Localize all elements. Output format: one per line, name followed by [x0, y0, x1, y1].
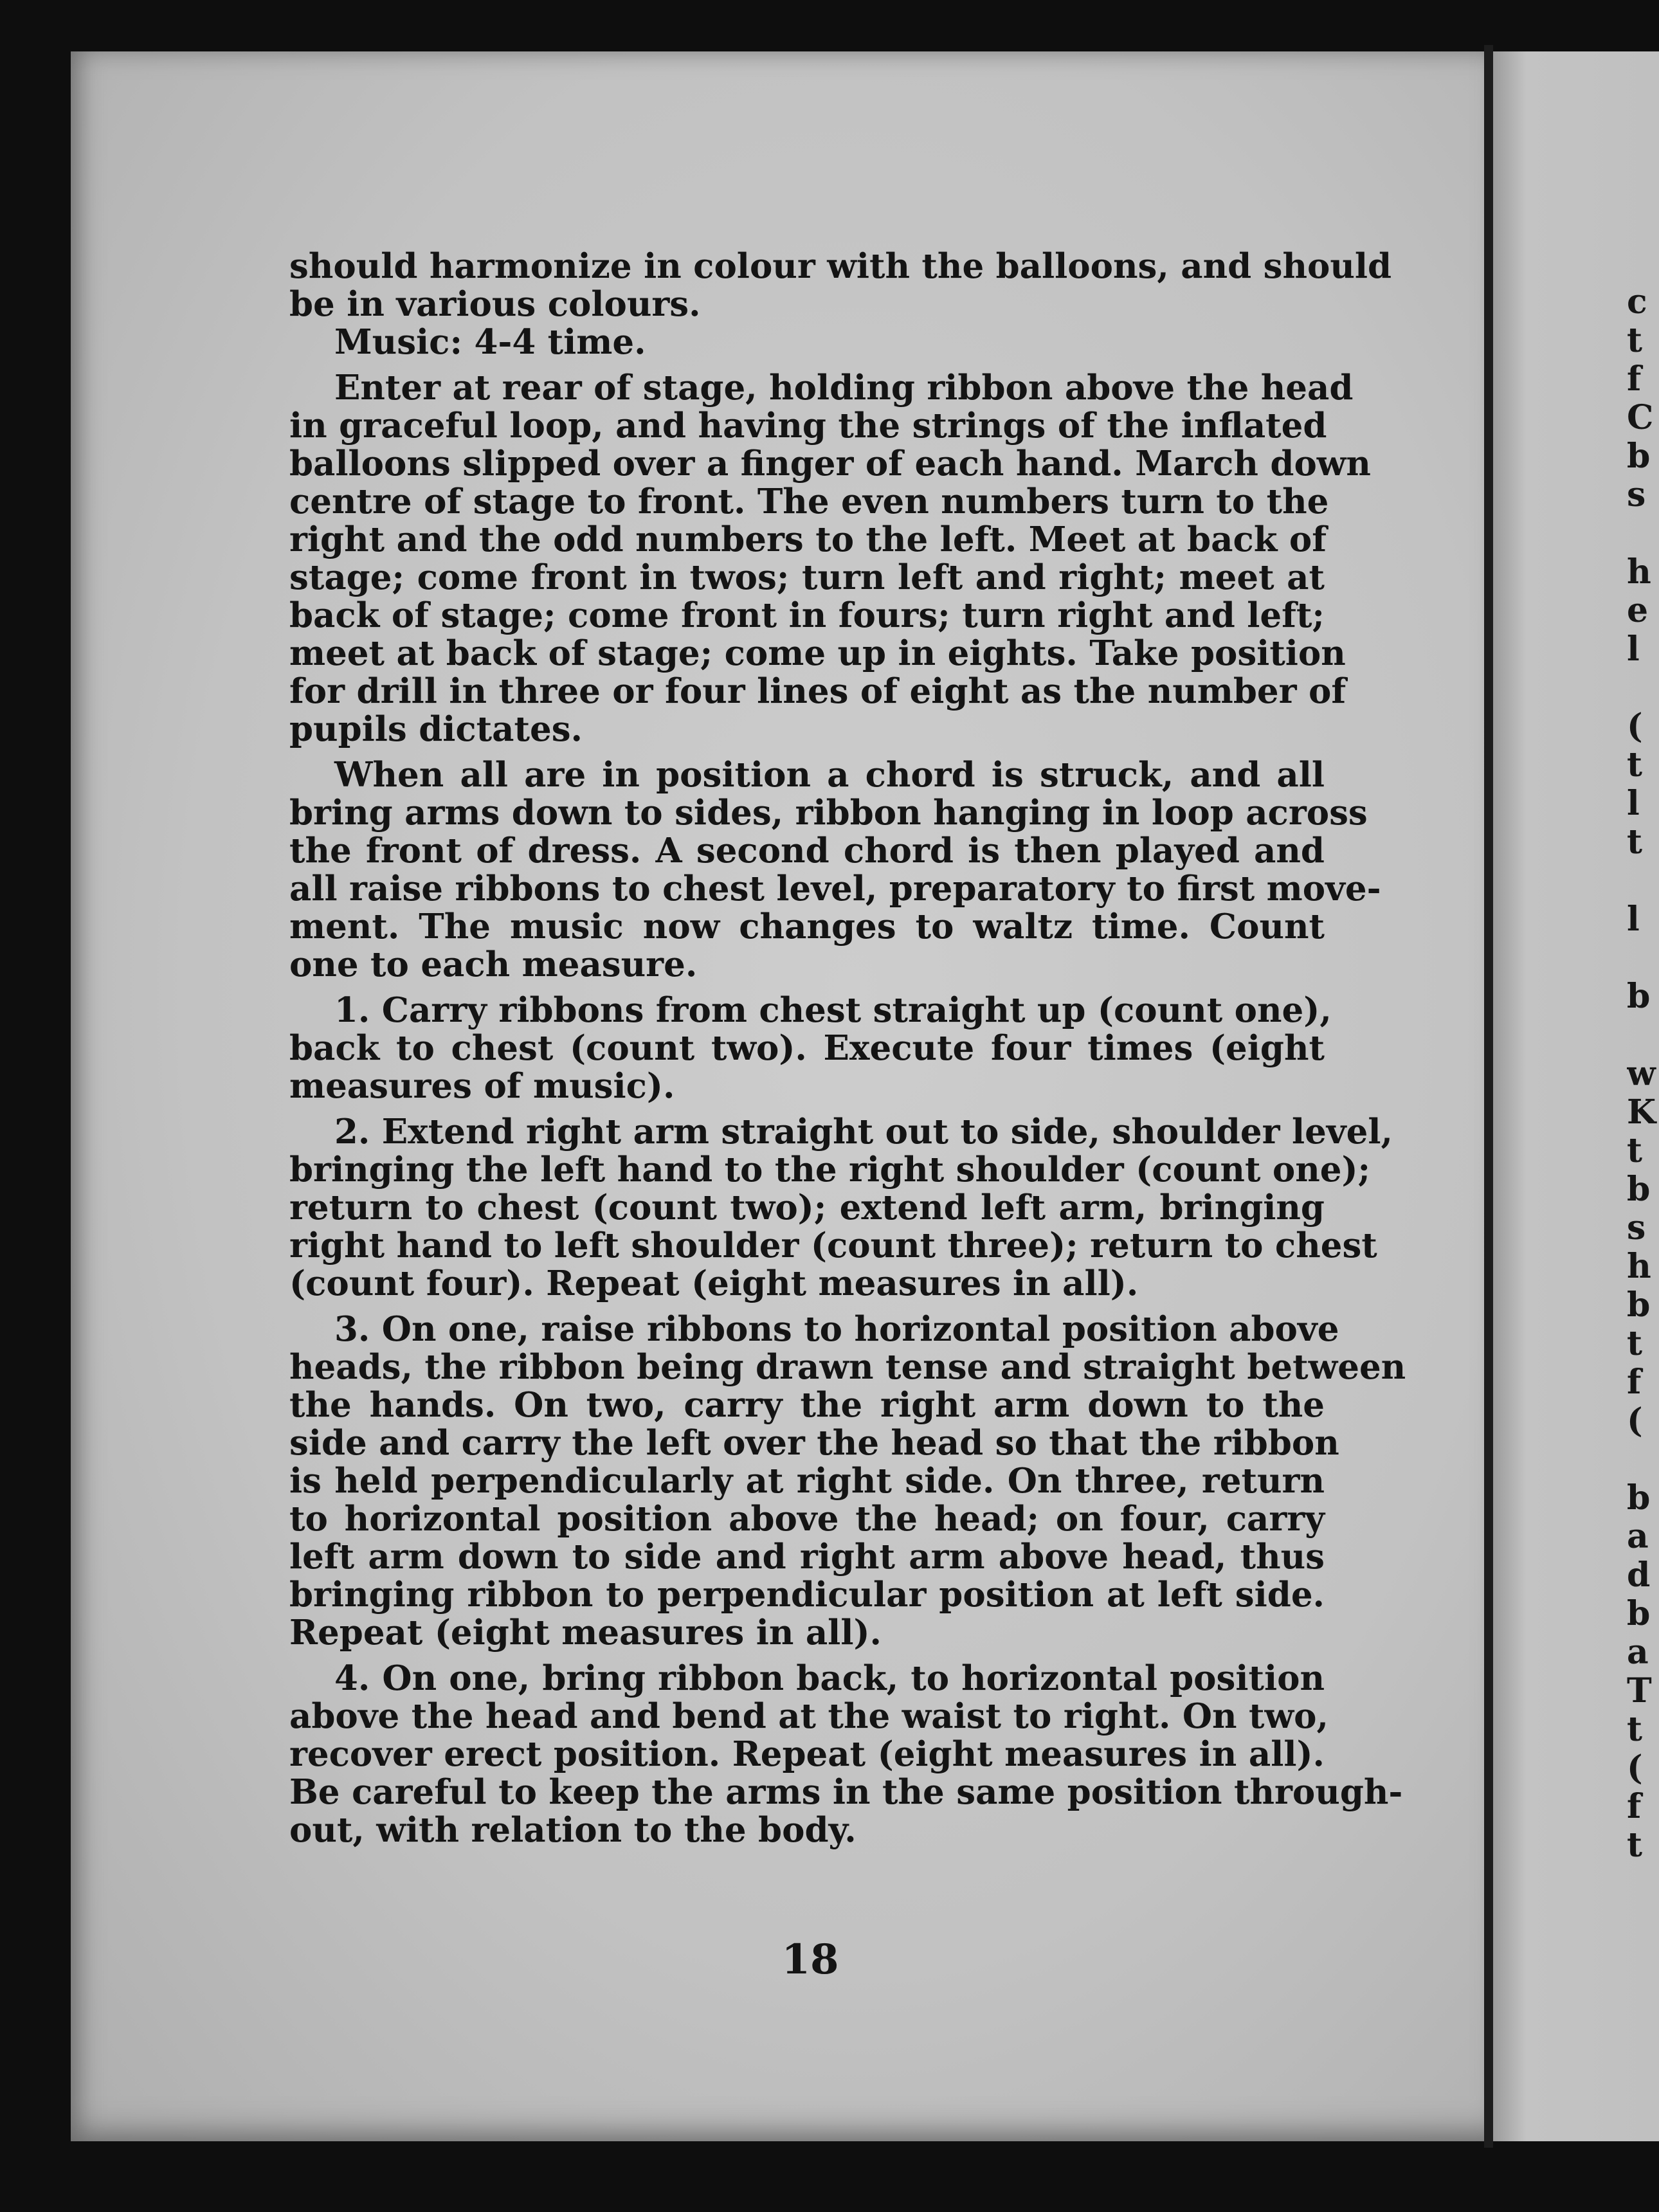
text-line: all raise ribbons to chest level, preparatory to first move-	[289, 869, 1381, 909]
text-line: right and the odd numbers to the left. Meet at back of	[289, 520, 1327, 559]
paragraph	[289, 1112, 1393, 1303]
text-line: back of stage; come front in fours; turn right and left;	[289, 595, 1325, 635]
text-line: When all are in position a chord is struck, and all	[334, 755, 1325, 795]
facing-line-fragment: t	[1627, 1325, 1643, 1363]
book-gutter	[1484, 45, 1493, 2148]
text-line: back to chest (count two). Execute four times (eight	[289, 1028, 1325, 1068]
facing-line-fragment: t	[1627, 1710, 1643, 1749]
paragraph	[289, 1658, 1403, 1850]
text-line: stage; come front in twos; turn left and right; meet at	[289, 558, 1325, 597]
facing-line-fragment: (	[1627, 707, 1643, 746]
facing-line-fragment: e	[1627, 592, 1649, 630]
text-line: (count four). Repeat (eight measures in all).	[289, 1264, 1139, 1303]
facing-line-fragment: b	[1627, 1286, 1651, 1325]
text-line: bringing ribbon to perpendicular position at left side.	[289, 1575, 1325, 1615]
text-line: in graceful loop, and having the strings of the inflated	[289, 406, 1327, 446]
facing-line-fragment: t	[1627, 746, 1643, 784]
page-number: 18	[781, 1936, 839, 1984]
facing-line-fragment	[1627, 669, 1659, 707]
facing-line-fragment: t	[1627, 823, 1643, 862]
facing-line-fragment: s	[1627, 476, 1646, 514]
text-line: above the head and bend at the waist to right. On two,	[289, 1696, 1328, 1736]
facing-line-fragment	[1627, 1440, 1659, 1479]
facing-line-fragment: t	[1627, 322, 1643, 360]
facing-line-fragment: l	[1627, 784, 1640, 823]
paragraph	[289, 990, 1332, 1106]
paragraph	[289, 246, 1392, 324]
text-line: recover erect position. Repeat (eight measures in all).	[289, 1734, 1325, 1774]
facing-line-fragment: t	[1627, 1132, 1643, 1170]
paragraph	[289, 1309, 1406, 1653]
facing-line-fragment: b	[1627, 437, 1651, 476]
text-line: Be careful to keep the arms in the same position through-	[289, 1772, 1403, 1812]
facing-line-fragment: t	[1627, 1826, 1643, 1865]
facing-line-fragment: f	[1627, 1363, 1642, 1402]
text-line: Repeat (eight measures in all).	[289, 1613, 882, 1653]
text-line: ment. The music now changes to waltz time. Count	[289, 907, 1325, 947]
facing-line-fragment: l	[1627, 900, 1640, 939]
text-line: centre of stage to front. The even numbers turn to the	[289, 482, 1329, 521]
text-line: out, with relation to the body.	[289, 1810, 857, 1850]
text-line: should harmonize in colour with the balloons, and should	[289, 246, 1392, 286]
text-line: bringing the left hand to the right shoulder (count one);	[289, 1150, 1371, 1190]
facing-line-fragment: h	[1627, 553, 1651, 592]
text-line: to horizontal position above the head; on four, carry	[289, 1499, 1325, 1539]
text-line: the hands. On two, carry the right arm down to the	[289, 1385, 1325, 1425]
text-line: for drill in three or four lines of eight as the number of	[289, 671, 1346, 711]
facing-line-fragment: K	[1627, 1093, 1656, 1132]
text-line: side and carry the left over the head so that the ribbon	[289, 1423, 1339, 1463]
facing-line-fragment: f	[1627, 1788, 1642, 1826]
text-line: the front of dress. A second chord is then played and	[289, 831, 1325, 871]
facing-line-fragment: d	[1627, 1556, 1651, 1595]
paragraph	[289, 323, 1325, 361]
text-line: one to each measure.	[289, 945, 698, 984]
facing-line-fragment: T	[1627, 1672, 1652, 1710]
text-line: left arm down to side and right arm above head, thus	[289, 1537, 1325, 1577]
facing-line-fragment: a	[1627, 1633, 1649, 1672]
facing-line-fragment: l	[1627, 630, 1640, 669]
text-line: 3. On one, raise ribbons to horizontal position above	[334, 1309, 1339, 1349]
text-line: bring arms down to sides, ribbon hanging in loop across	[289, 793, 1368, 833]
facing-line-fragment: C	[1627, 399, 1654, 437]
text-line: 4. On one, bring ribbon back, to horizontal position	[334, 1658, 1325, 1698]
text-line: is held perpendicularly at right side. On three, return	[289, 1461, 1325, 1501]
facing-line-fragment: b	[1627, 1170, 1651, 1209]
text-line: be in various colours.	[289, 284, 701, 324]
facing-line-fragment: c	[1627, 283, 1647, 322]
text-line: 1. Carry ribbons from chest straight up (count one),	[334, 990, 1332, 1030]
text-line: heads, the ribbon being drawn tense and straight between	[289, 1347, 1406, 1387]
paragraph	[289, 368, 1371, 749]
facing-page-text	[1627, 283, 1659, 1878]
page-body-text	[289, 246, 1406, 1894]
facing-line-fragment	[1627, 1016, 1659, 1055]
facing-line-fragment	[1627, 939, 1659, 977]
text-line: balloons slipped over a finger of each hand. March down	[289, 444, 1371, 484]
text-line: return to chest (count two); extend left arm, bringing	[289, 1188, 1325, 1228]
facing-line-fragment	[1627, 862, 1659, 900]
text-line: measures of music).	[289, 1066, 675, 1106]
text-line: 2. Extend right arm straight out to side, shoulder level,	[334, 1112, 1393, 1152]
facing-line-fragment: b	[1627, 1479, 1651, 1518]
text-line: right hand to left shoulder (count three); return to chest	[289, 1226, 1377, 1265]
facing-line-fragment	[1627, 514, 1659, 553]
text-line: meet at back of stage; come up in eights. Take position	[289, 633, 1346, 673]
facing-line-fragment: (	[1627, 1749, 1643, 1788]
facing-line-fragment: b	[1627, 1595, 1651, 1633]
paragraph	[289, 755, 1381, 984]
facing-line-fragment: s	[1627, 1209, 1646, 1247]
facing-line-fragment: f	[1627, 360, 1642, 399]
facing-line-fragment: (	[1627, 1402, 1643, 1440]
facing-line-fragment: a	[1627, 1518, 1649, 1556]
text-line: Enter at rear of stage, holding ribbon above the head	[334, 368, 1354, 408]
text-line: Music: 4-4 time.	[334, 322, 646, 362]
facing-line-fragment: w	[1627, 1055, 1656, 1093]
facing-line-fragment: b	[1627, 977, 1651, 1016]
facing-line-fragment: h	[1627, 1247, 1651, 1286]
text-line: pupils dictates.	[289, 709, 583, 749]
